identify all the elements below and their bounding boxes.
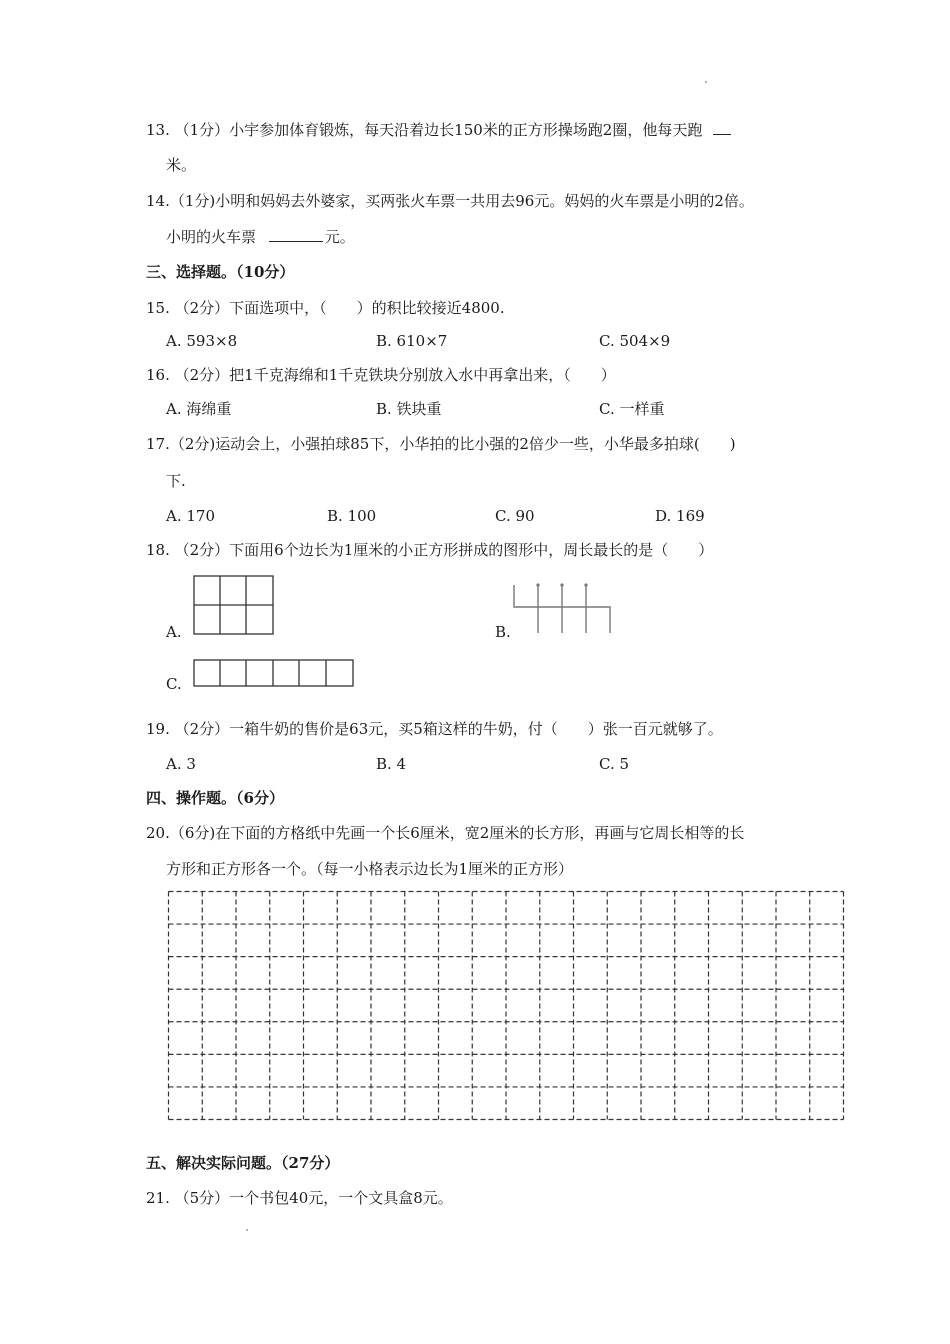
dashed-grid-paper[interactable]: [168, 891, 844, 1120]
q16-option-a[interactable]: A. 海绵重: [166, 400, 232, 418]
q20-line1: 20.（6分)在下面的方格纸中先画一个长6厘米，宽2厘米的长方形，再画与它周长相等的长: [146, 824, 745, 842]
q18-figure-b[interactable]: [512, 583, 614, 635]
q14-prefix: 小明的火车票: [166, 228, 257, 246]
q14-answer-blank[interactable]: [269, 227, 323, 242]
q16-option-b[interactable]: B. 铁块重: [376, 400, 442, 418]
q18-figure-a[interactable]: [193, 575, 275, 635]
q15-option-c[interactable]: C. 504×9: [599, 332, 671, 350]
q19-option-c[interactable]: C. 5: [599, 755, 630, 773]
section4-heading: 四、操作题。（6分）: [146, 789, 284, 807]
q19-option-a[interactable]: A. 3: [166, 755, 196, 773]
q17-option-d[interactable]: D. 169: [655, 507, 705, 525]
q15-option-b[interactable]: B. 610×7: [376, 332, 448, 350]
q14-line1: 14.（1分)小明和妈妈去外婆家，买两张火车票一共用去96元。妈妈的火车票是小明的2倍。: [146, 192, 754, 210]
q17-stem: 17.（2分)运动会上，小强拍球85下，小华拍的比小强的2倍少一些，小华最多拍球( ): [146, 435, 736, 453]
q13-text: 13. （1分）小宇参加体育锻炼，每天沿着边长150米的正方形操场跑2圈，他每天跑: [146, 121, 703, 139]
q17-option-c[interactable]: C. 90: [495, 507, 535, 525]
q20-line2: 方形和正方形各一个。（每一小格表示边长为1厘米的正方形）: [166, 860, 574, 878]
q17-option-a[interactable]: A. 170: [166, 507, 215, 525]
q16-option-c[interactable]: C. 一样重: [599, 400, 665, 418]
q18-stem: 18. （2分）下面用6个边长为1厘米的小正方形拼成的图形中，周长最长的是（ ）: [146, 541, 714, 559]
q17-cont: 下.: [166, 472, 186, 490]
q19-option-b[interactable]: B. 4: [376, 755, 407, 773]
q13-line2: 米。: [166, 156, 197, 174]
q14-suffix: 元。: [324, 228, 355, 246]
q15-stem: 15. （2分）下面选项中，（ ）的积比较接近4800.: [146, 299, 505, 317]
q15-option-a[interactable]: A. 593×8: [166, 332, 238, 350]
q16-stem: 16. （2分）把1千克海绵和1千克铁块分别放入水中再拿出来，（ ）: [146, 366, 616, 384]
q19-stem: 19. （2分）一箱牛奶的售价是63元，买5箱这样的牛奶，付（ ）张一百元就够了。: [146, 720, 723, 738]
q14-line2: [166, 227, 355, 247]
q18-option-c[interactable]: C.: [166, 675, 182, 693]
q18-figure-c[interactable]: [193, 659, 355, 687]
q21-stem: 21. （5分）一个书包40元，一个文具盒8元。: [146, 1189, 453, 1207]
section3-heading: 三、选择题。（10分）: [146, 263, 295, 281]
speck-top: [705, 81, 707, 83]
q18-option-a[interactable]: A.: [166, 623, 182, 641]
q17-option-b[interactable]: B. 100: [327, 507, 377, 525]
speck-bottom: [246, 1229, 248, 1231]
section5-heading: 五、解决实际问题。（27分）: [146, 1154, 340, 1172]
q13-line1: [146, 120, 731, 140]
q13-answer-blank[interactable]: [713, 120, 731, 135]
q18-option-b[interactable]: B.: [495, 623, 511, 641]
